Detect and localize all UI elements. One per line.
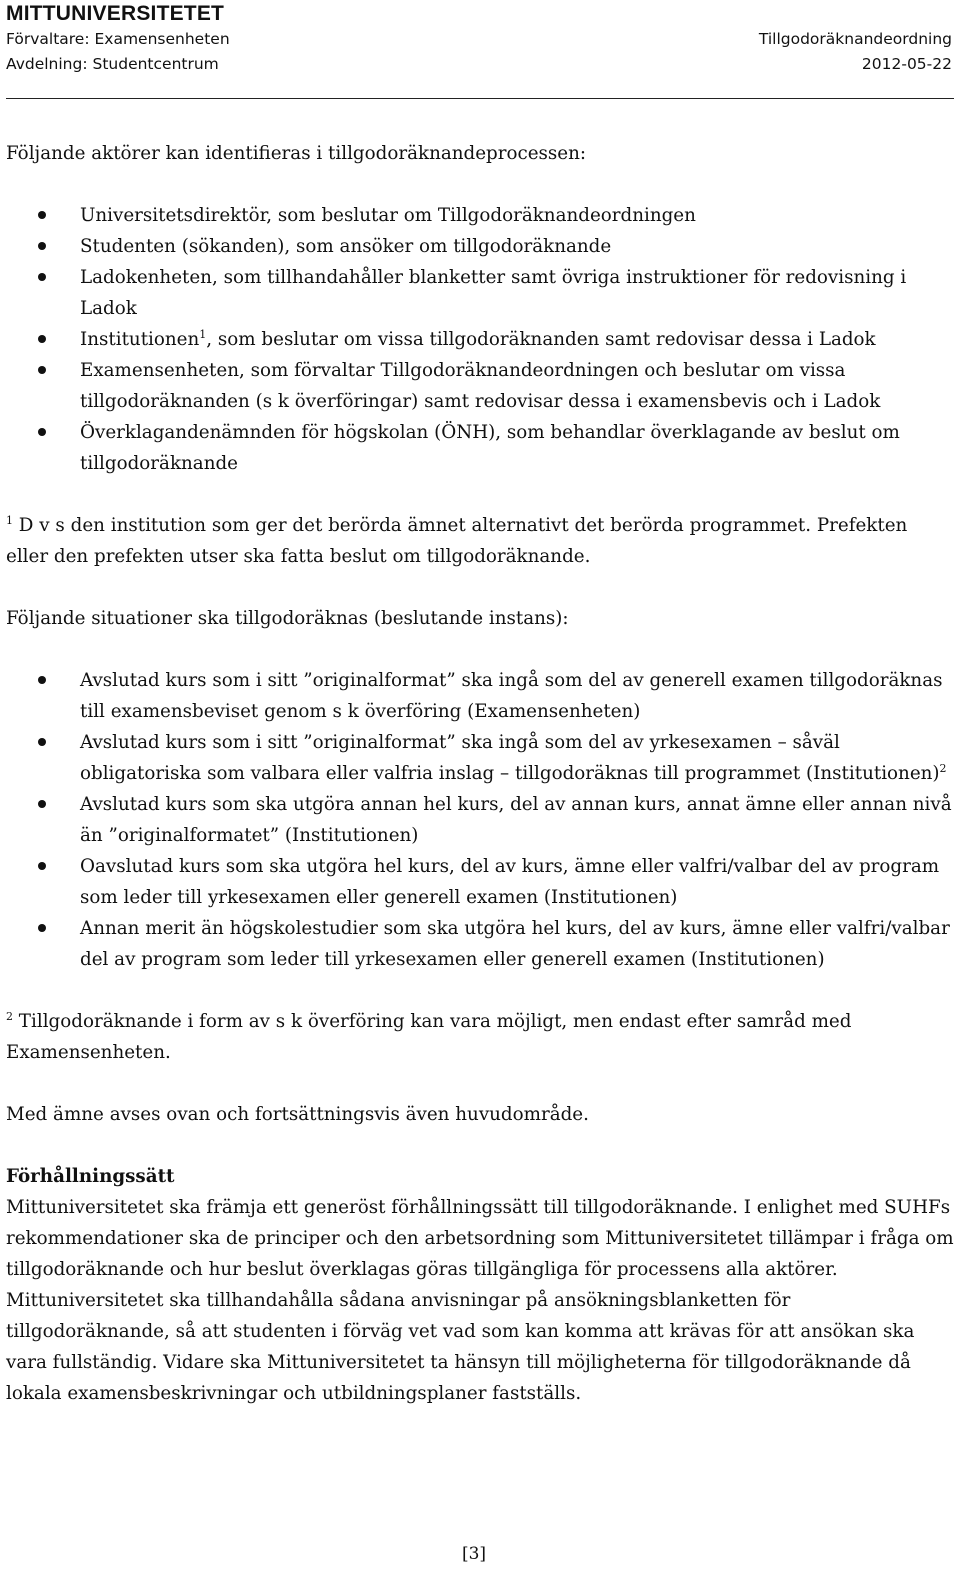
document-date: 2012-05-22 (861, 55, 952, 73)
actors-intro: Följande aktörer kan identifieras i tillgodoräknandeprocessen: (6, 143, 587, 164)
bullet-icon (38, 366, 46, 374)
list-item: Ladokenheten, som tillhandahåller blanketter samt övriga instruktioner för redovisning i Ladok (6, 262, 954, 324)
bullet-icon (38, 273, 46, 281)
bullet-icon (38, 335, 46, 343)
bullet-icon (38, 242, 46, 250)
list-item: Universitetsdirektör, som beslutar om Tillgodoräknandeordningen (6, 200, 954, 231)
bullet-icon (38, 924, 46, 932)
footnote-ref: 2 (939, 762, 947, 775)
document-body (6, 138, 954, 1409)
page-header (6, 0, 954, 99)
situations-list (6, 665, 954, 975)
footnote-2: $^2$ Tillgodoräknande i form av s k överföring kan vara möjligt, men endast efter samråd med Examensenheten. (6, 1010, 852, 1063)
university-name: MITTUNIVERSITETET (6, 2, 225, 25)
list-item: Institutionen$^1$, som beslutar om vissa tillgodoräknanden samt redovisar dessa i Ladok (6, 324, 954, 355)
bullet-icon (38, 738, 46, 746)
bullet-icon (38, 211, 46, 219)
list-item: Avslutad kurs som i sitt ”originalformat” ska ingå som del av yrkesexamen – såväl obligatoriska som valbara eller valfria inslag – tillgodoräknas till programmet (Institutionen)$^2$ (6, 727, 954, 789)
list-item: Annan merit än högskolestudier som ska utgöra hel kurs, del av kurs, ämne eller valfri/valbar del av program som leder till yrkesexamen eller generell examen (Institutionen) (6, 913, 954, 975)
bullet-icon (38, 862, 46, 870)
list-item: Examensenheten, som förvaltar Tillgodoräknandeordningen och beslutar om vissa tillgodoräknanden (s k överföringar) samt redovisar dessa i examensbevis och i Ladok (6, 355, 954, 417)
list-item: Överklagandenämnden för högskolan (ÖNH), som behandlar överklagande av beslut om tillgodoräknande (6, 417, 954, 479)
document-title: Tillgodoräknandeordning (758, 30, 952, 48)
list-item: Avslutad kurs som i sitt ”originalformat” ska ingå som del av generell examen tillgodoräknas till examensbeviset genom s k överföring (Examensenheten) (6, 665, 954, 727)
footnote-ref: 1 (199, 328, 207, 341)
bullet-icon (38, 676, 46, 684)
actors-list (6, 200, 954, 479)
list-item: Studenten (sökanden), som ansöker om tillgodoräknande (6, 231, 954, 262)
subject-note: Med ämne avses ovan och fortsättningsvis även huvudområde. (6, 1104, 589, 1125)
situations-intro: Följande situationer ska tillgodoräknas (beslutande instans): (6, 608, 569, 629)
footnote-mark: 2 (6, 1010, 13, 1023)
page-number: [3] (461, 1544, 487, 1564)
section-heading: Förhållningssätt (6, 1166, 175, 1187)
list-item: Oavslutad kurs som ska utgöra hel kurs, del av kurs, ämne eller valfri/valbar del av program som leder till yrkesexamen eller generell examen (Institutionen) (6, 851, 954, 913)
approach-paragraph: Mittuniversitetet ska främja ett generöst förhållningssätt till tillgodoräknande. I enlighet med SUHFs rekommendationer ska de principer och den arbetsordning som Mittuniversitetet tillämpar i fråga om tillgodoräknande och hur beslut överklagas göras tillgängliga för processens alla aktörer. Mittuniversitetet ska tillhandahålla sådana anvisningar på ansökningsblanketten för tillgodoräknande, så att studenten i förväg vet vad som kan komma att krävas för att ansökan ska vara fullständig. Vidare ska Mittuniversitetet ta hänsyn till möjligheterna för tillgodoräknande då lokala examensbeskrivningar och utbildningsplaner fastställs. (6, 1197, 954, 1404)
bullet-icon (38, 428, 46, 436)
administrator-line: Förvaltare: Examensenheten (6, 30, 230, 48)
department-line: Avdelning: Studentcentrum (6, 55, 219, 73)
list-item: Avslutad kurs som ska utgöra annan hel kurs, del av annan kurs, annat ämne eller annan nivå än ”originalformatet” (Institutionen) (6, 789, 954, 851)
footnote-1: $^1$ D v s den institution som ger det berörda ämnet alternativt det berörda programmet. Prefekten eller den prefekten utser ska fatta beslut om tillgodoräknande. (6, 514, 908, 567)
footnote-mark: 1 (6, 514, 13, 527)
bullet-icon (38, 800, 46, 808)
